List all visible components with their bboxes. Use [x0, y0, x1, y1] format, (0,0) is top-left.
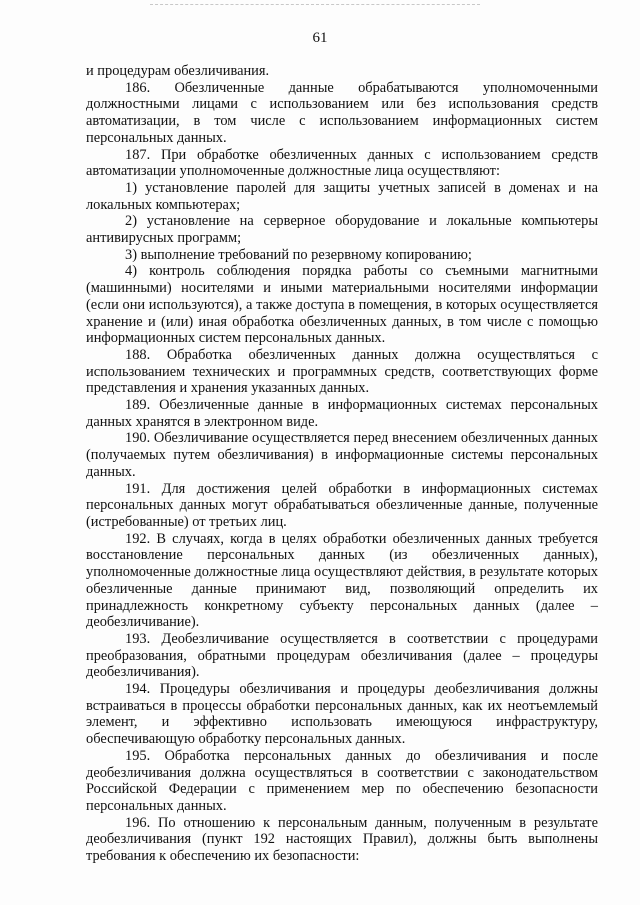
paragraph: 193. Деобезличивание осуществляется в соответствии с процедурами преобразования, обратными процедурам обезличивания (далее – процедуры деобезличивания). [86, 630, 598, 681]
paragraph: 2) установление на серверное оборудование и локальные компьютеры антивирусных программ; [86, 213, 598, 247]
paragraph: 4) контроль соблюдения порядка работы со съемными магнитными (машинными) носителями и иными материальными носителями информации (если они используются), а также доступа в помещения, в которых осуществляется хранение и (или) иная обработка обезличенных данных, в том числе с помощью информационных систем персональных данных. [86, 263, 598, 347]
paragraph: 194. Процедуры обезличивания и процедуры деобезличивания должны встраиваться в процессы обработки персональных данных, как их неотъемлемый элемент, и эффективно использовать имеющуюся инфраструктуру, обеспечивающую обработку персональных данных. [86, 681, 598, 748]
paragraph: 192. В случаях, когда в целях обработки обезличенных данных требуется восстановление персональных данных (из обезличенных данных), уполномоченные должностные лица осуществляют действия, в результате которых обезличенные данные принимают вид, позволяющий определить их принадлежность конкретному субъекту персональных данных (далее – деобезличивание). [86, 530, 598, 631]
paragraph: 1) установление паролей для защиты учетных записей в доменах и на локальных компьютерах; [86, 179, 598, 213]
paragraph: 191. Для достижения целей обработки в информационных системах персональных данных могут обрабатываться обезличенные данные, полученные (истребованные) от третьих лиц. [86, 480, 598, 530]
top-scan-edge [150, 4, 480, 5]
paragraph: 196. По отношению к персональным данным, полученным в результате деобезличивания (пункт 192 настоящих Правил), должны быть выполнены требования к обеспечению их безопасности: [86, 814, 598, 865]
document-body [86, 63, 598, 865]
paragraph: 190. Обезличивание осуществляется перед внесением обезличенных данных (получаемых путем обезличивания) в информационные системы персональных данных. [86, 430, 598, 480]
paragraph: 195. Обработка персональных данных до обезличивания и после деобезличивания должна осуществляться в соответствии с законодательством Российской Федерации с применением мер по обеспечению безопасности персональных данных. [86, 747, 598, 814]
paragraph: 189. Обезличенные данные в информационных системах персональных данных хранятся в электронном виде. [86, 397, 598, 430]
page-number: 61 [312, 30, 328, 46]
paragraph: и процедурам обезличивания. [86, 63, 270, 79]
paragraph: 187. При обработке обезличенных данных с использованием средств автоматизации уполномоченные должностные лица осуществляют: [86, 146, 598, 180]
paragraph: 3) выполнение требований по резервному копированию; [125, 246, 472, 263]
paragraph: 188. Обработка обезличенных данных должна осуществляться с использованием технических и программных средств, соответствующих форме представления и хранения указанных данных. [86, 346, 598, 397]
paragraph: 186. Обезличенные данные обрабатываются уполномоченными должностными лицами с использованием или без использования средств автоматизации, в том числе с использованием информационных систем персональных данных. [86, 79, 598, 146]
